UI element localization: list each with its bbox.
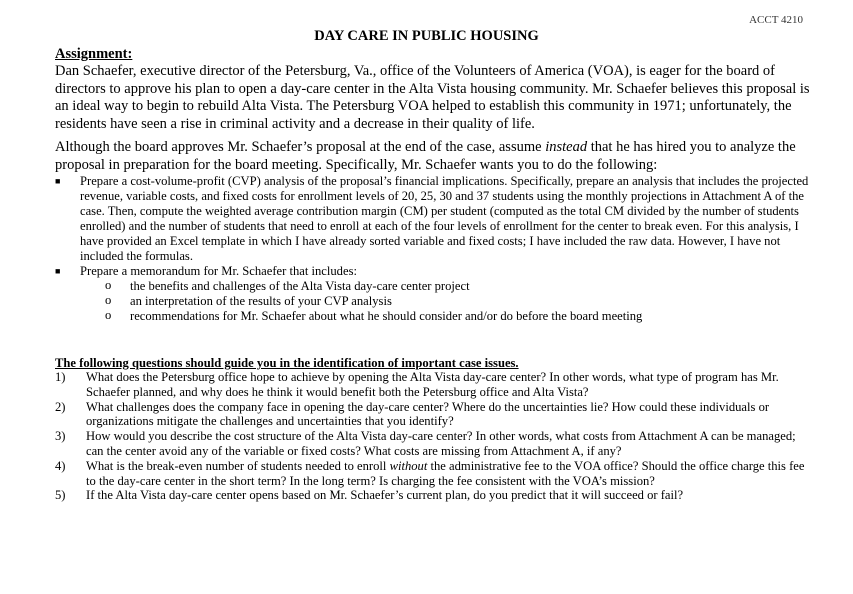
question-text: What does the Petersburg office hope to achieve by opening the Alta Vista day-care center? In other words, what type of program has Mr. Schaefer planned, and why does he think it would benefit both the Petersburg office and Alta Vista? xyxy=(86,370,779,399)
task-bullet-text: Prepare a cost-volume-profit (CVP) analysis of the proposal’s financial implications. Specifically, prepare an analysis that includes the projected revenue, variable costs, and fixed costs for enrollment levels of 20, 25, 30 and 37 students using the monthly projections in Attachment A of the case. Then, compute the weighted average contribution margin (CM) per student (computed as the total CM divided by the number of students enrolled) and the number of students that need to enroll at each of the four levels of enrollment for the center to break even. For this analysis, I have provided an Excel template in which I have already sorted variable and fixed costs; I have included the raw data. However, I have not included the formulas. xyxy=(80,174,809,263)
question-text: If the Alta Vista day-care center opens based on Mr. Schaefer’s current plan, do you predict that it will succeed or fail? xyxy=(86,488,684,503)
question-item xyxy=(55,429,815,459)
assignment-paragraph-1: Dan Schaefer, executive director of the Petersburg, Va., office of the Volunteers of America (VOA), is eager for the board of directors to approve his plan to open a day-care center in the Alta Vista housing community. Mr. Schaefer believes this proposal is an ideal way to begin to rebuild Alta Vista. The Petersburg VOA helped to establish this community in 1971; unfortunately, the residents have seen a rise in criminal activity and a decrease in their quality of life. xyxy=(55,63,810,132)
memo-sub-text: recommendations for Mr. Schaefer about what he should consider and/or do before the board meeting xyxy=(130,309,643,323)
question-number: 4) xyxy=(55,458,66,473)
question-text-before: What is the break-even number of students needed to enroll xyxy=(86,458,390,473)
document-title: DAY CARE IN PUBLIC HOUSING xyxy=(314,28,539,44)
document-body xyxy=(55,46,815,503)
task-bullet-text: Prepare a memorandum for Mr. Schaefer that includes: xyxy=(80,264,357,278)
question-item xyxy=(55,459,815,489)
question-item xyxy=(55,370,815,400)
square-bullet-icon: ■ xyxy=(55,176,61,186)
question-number: 1) xyxy=(55,370,66,384)
paragraph-2-text-after: that he has hired you to analyze the proposal in preparation for the board meeting. Specifically, Mr. Schaefer wants you to do the following: xyxy=(55,139,796,173)
assignment-paragraph-2 xyxy=(55,139,815,174)
square-bullet-icon: ■ xyxy=(55,266,61,276)
memo-sub-item xyxy=(80,279,815,294)
question-number: 5) xyxy=(55,488,66,503)
question-text: How would you describe the cost structure of the Alta Vista day-care center? In other words, what costs from Attachment A can be managed; can the center avoid any of the variable or fixed costs? What costs are missing from Attachment A, if any? xyxy=(86,429,796,458)
circle-bullet-icon: o xyxy=(105,308,112,322)
question-item xyxy=(55,400,815,430)
circle-bullet-icon: o xyxy=(105,278,112,292)
question-text: What challenges does the company face in opening the day-care center? Where do the uncertainties lie? How could these individuals or organizations mitigate the challenges and uncertainties that you identify? xyxy=(86,399,770,429)
paragraph-2-text-before: Although the board approves Mr. Schaefer’s proposal at the end of the case, assume xyxy=(55,139,546,155)
question-emphasis: without xyxy=(389,458,428,473)
course-code: ACCT 4210 xyxy=(749,14,803,26)
task-bullet-item xyxy=(55,174,815,264)
paragraph-2-emphasis: instead xyxy=(545,139,588,155)
assignment-heading: Assignment: xyxy=(55,46,133,62)
memo-sub-text: the benefits and challenges of the Alta Vista day-care center project xyxy=(130,279,470,293)
task-bullet-item xyxy=(55,264,815,324)
memo-sub-item xyxy=(80,294,815,309)
question-text-after: the administrative fee to the VOA office? Should the office charge this fee to the day-care center in the short term? In the long term? Is charging the fee consistent with the VOA’s mission? xyxy=(86,458,805,488)
memo-sub-list xyxy=(80,279,815,324)
questions-section xyxy=(55,356,815,503)
questions-heading: The following questions should guide you in the identification of important case issues. xyxy=(55,356,519,370)
circle-bullet-icon: o xyxy=(105,293,112,307)
memo-sub-text: an interpretation of the results of your CVP analysis xyxy=(130,294,392,308)
question-item xyxy=(55,488,815,503)
question-number: 2) xyxy=(55,399,66,414)
memo-sub-item xyxy=(80,309,815,324)
task-bullet-list xyxy=(55,174,815,324)
question-number: 3) xyxy=(55,429,66,444)
question-list xyxy=(55,370,815,503)
